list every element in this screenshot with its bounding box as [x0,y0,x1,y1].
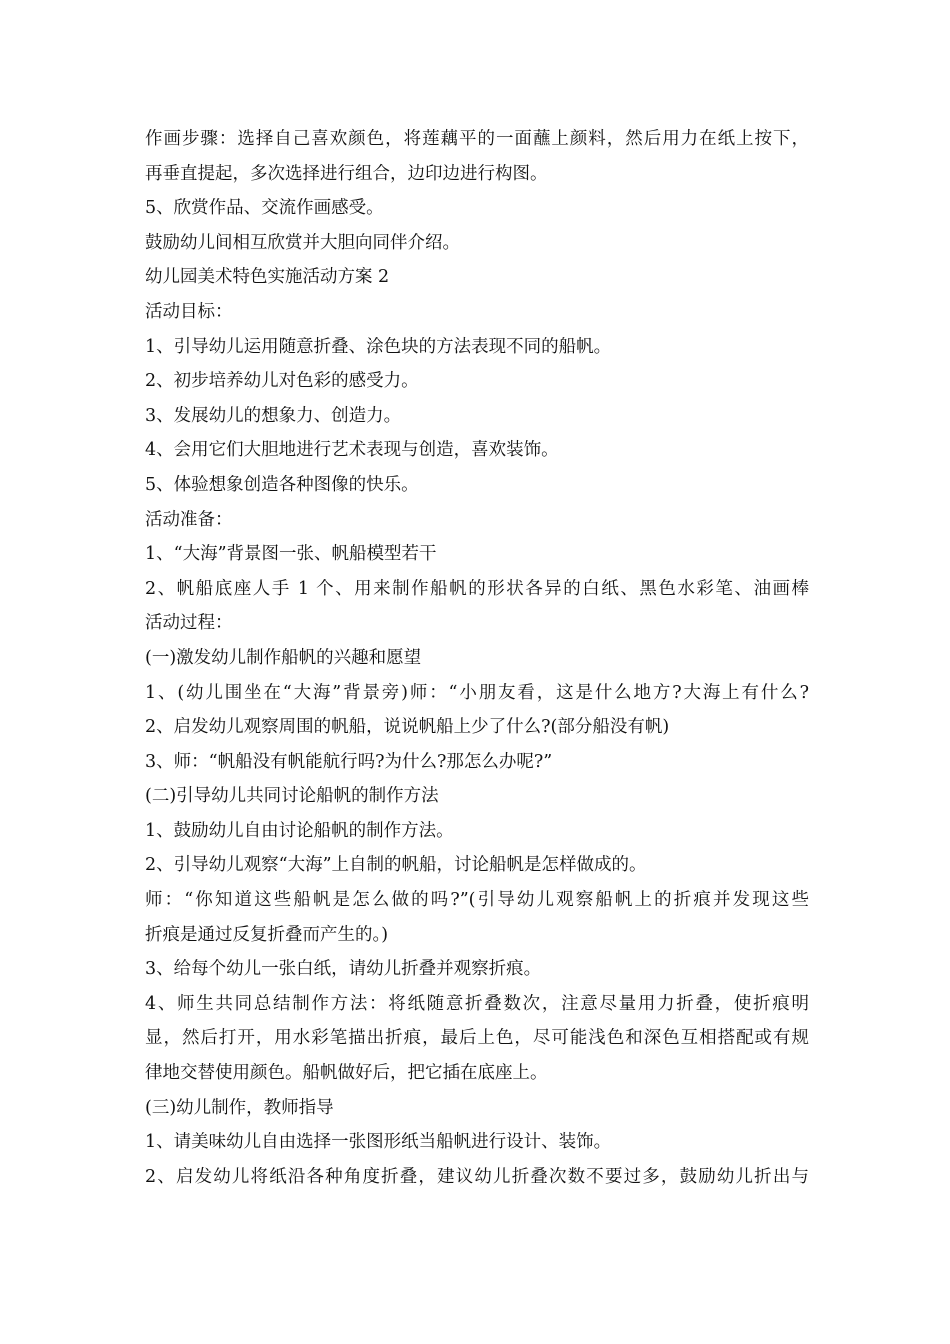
list-item: 3、师：“帆船没有帆能航行吗?为什么?那怎么办呢?” [145,751,553,772]
paragraph-line: 师：“你知道这些船帆是怎么做的吗?”(引导幼儿观察船帆上的折痕并发现这些 [145,890,809,911]
paragraph-line: 显，然后打开，用水彩笔描出折痕，最后上色，尽可能浅色和深色互相搭配或有规 [145,1028,809,1049]
document-body [145,122,809,1194]
section-title: 幼儿园美术特色实施活动方案 2 [145,267,390,288]
paragraph-line: 律地交替使用颜色。船帆做好后，把它插在底座上。 [145,1063,548,1084]
subsection-heading: (二)引导幼儿共同讨论船帆的制作方法 [145,786,439,807]
list-item: 1、“大海”背景图一张、帆船模型若干 [145,544,437,565]
section-heading: 活动准备： [145,509,233,530]
list-item: 1、鼓励幼儿自由讨论船帆的制作方法。 [145,820,454,841]
list-item: 4、师生共同总结制作方法：将纸随意折叠数次，注意尽量用力折叠，使折痕明 [145,993,809,1014]
list-item: 2、启发幼儿观察周围的帆船，说说帆船上少了什么?(部分船没有帆) [145,717,670,738]
list-item: 2、启发幼儿将纸沿各种角度折叠，建议幼儿折叠次数不要过多，鼓励幼儿折出与 [145,1166,809,1187]
list-item: 5、欣赏作品、交流作画感受。 [145,198,384,219]
list-item: 2、引导幼儿观察“大海”上自制的帆船，讨论船帆是怎样做成的。 [145,855,647,876]
list-item: 3、给每个幼儿一张白纸，请幼儿折叠并观察折痕。 [145,959,542,980]
list-item: 3、发展幼儿的想象力、创造力。 [145,405,402,426]
paragraph-line: 再垂直提起，多次选择进行组合，边印边进行构图。 [145,163,548,184]
paragraph-line: 作画步骤：选择自己喜欢颜色，将莲藕平的一面蘸上颜料，然后用力在纸上按下， [145,129,809,149]
list-item: 2、初步培养幼儿对色彩的感受力。 [145,371,419,392]
section-heading: 活动过程： [145,613,233,634]
list-item: 5、体验想象创造各种图像的快乐。 [145,474,419,495]
list-item: 1、请美味幼儿自由选择一张图形纸当船帆进行设计、装饰。 [145,1132,612,1153]
paragraph-line: 折痕是通过反复折叠而产生的。) [145,924,389,945]
list-item: 4、会用它们大胆地进行艺术表现与创造，喜欢装饰。 [145,440,559,461]
subsection-heading: (一)激发幼儿制作船帆的兴趣和愿望 [145,647,422,668]
section-heading: 活动目标： [145,301,233,322]
paragraph-line: 鼓励幼儿间相互欣赏并大胆向同伴介绍。 [145,232,460,253]
list-item: 2、帆船底座人手 1 个、用来制作船帆的形状各异的白纸、黑色水彩笔、油画棒 [145,578,809,599]
list-item: 1、引导幼儿运用随意折叠、涂色块的方法表现不同的船帆。 [145,336,612,357]
subsection-heading: (三)幼儿制作，教师指导 [145,1097,334,1118]
list-item: 1、(幼儿围坐在“大海”背景旁)师：“小朋友看，这是什么地方?大海上有什么? [145,682,809,703]
